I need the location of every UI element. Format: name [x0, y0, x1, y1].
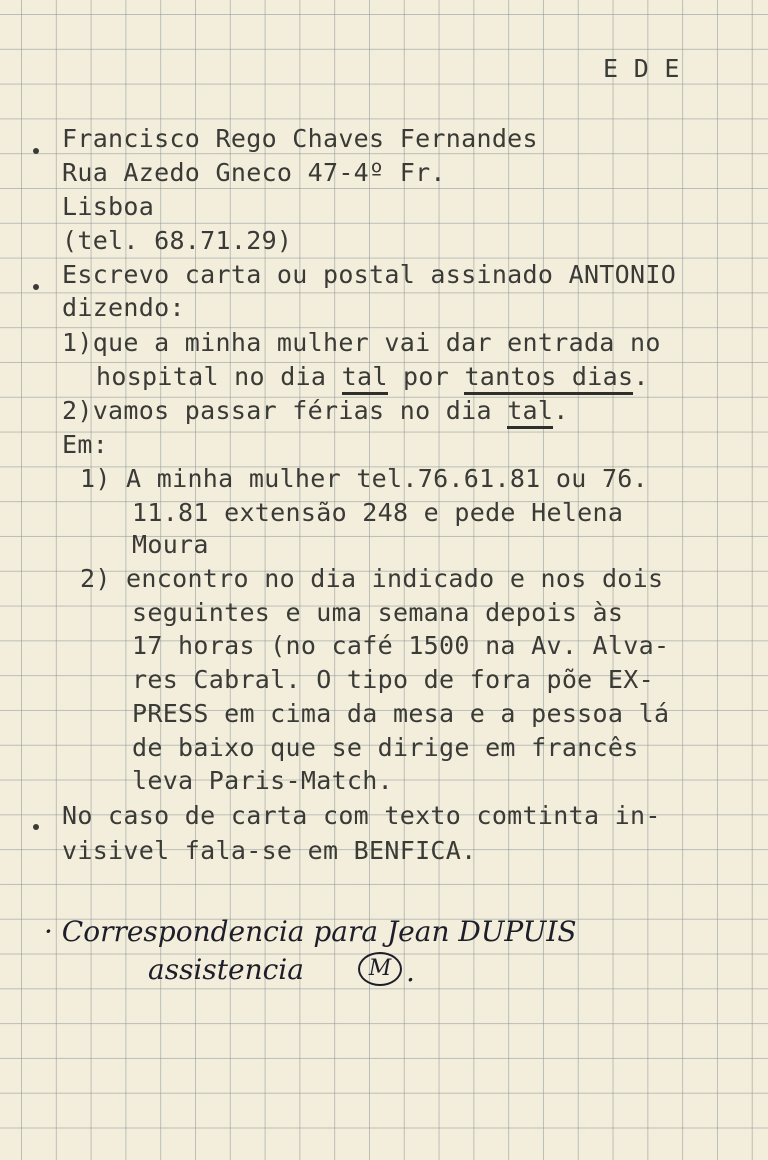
- contact-city: Lisboa: [62, 192, 155, 221]
- handwritten-end-mark: .: [406, 955, 415, 988]
- contact-address: Rua Azedo Gneco 47-4º Fr.: [62, 158, 446, 187]
- final-note-line-2: visivel fala-se em BENFICA.: [62, 836, 477, 865]
- circled-m-mark: M: [358, 952, 402, 986]
- final-note-line-1: No caso de carta com texto comtinta in-: [62, 801, 661, 830]
- instruction-item-1b: hospital no dia tal por tantos dias.: [96, 364, 649, 389]
- contact-name: Francisco Rego Chaves Fernandes: [62, 124, 538, 153]
- bullet-icon: [33, 284, 39, 290]
- em-point-2g: leva Paris-Match.: [132, 766, 393, 795]
- instruction-item-2: 2)vamos passar férias no dia tal.: [62, 398, 569, 423]
- instruction-line-1: Escrevo carta ou postal assinado ANTONIO: [62, 260, 677, 289]
- em-point-2b: seguintes e uma semana depois às: [132, 598, 624, 627]
- contact-phone: (tel. 68.71.29): [62, 226, 293, 255]
- instruction-item-1a: 1)que a minha mulher vai dar entrada no: [62, 328, 661, 357]
- em-point-2e: PRESS em cima da mesa e a pessoa lá: [132, 699, 670, 728]
- em-point-2a: 2) encontro no dia indicado e nos dois: [80, 564, 664, 593]
- handwritten-note-line-2: assistencia: [148, 953, 304, 986]
- bullet-icon: [33, 148, 39, 154]
- em-point-2d: res Cabral. O tipo de fora põe EX-: [132, 665, 654, 694]
- em-point-1a: 1) A minha mulher tel.76.61.81 ou 76.: [80, 464, 648, 493]
- handwritten-note-line-1: · Correspondencia para Jean DUPUIS: [44, 915, 577, 948]
- em-label: Em:: [62, 430, 109, 459]
- em-point-1b: 11.81 extensão 248 e pede Helena: [132, 498, 624, 527]
- em-point-2f: de baixo que se dirige em francês: [132, 733, 639, 762]
- bullet-icon: [33, 824, 39, 830]
- em-point-2c: 17 horas (no café 1500 na Av. Alva-: [132, 631, 670, 660]
- em-point-1c: Moura: [132, 530, 209, 559]
- header-code: E D E: [603, 54, 680, 83]
- instruction-line-2: dizendo:: [62, 293, 185, 322]
